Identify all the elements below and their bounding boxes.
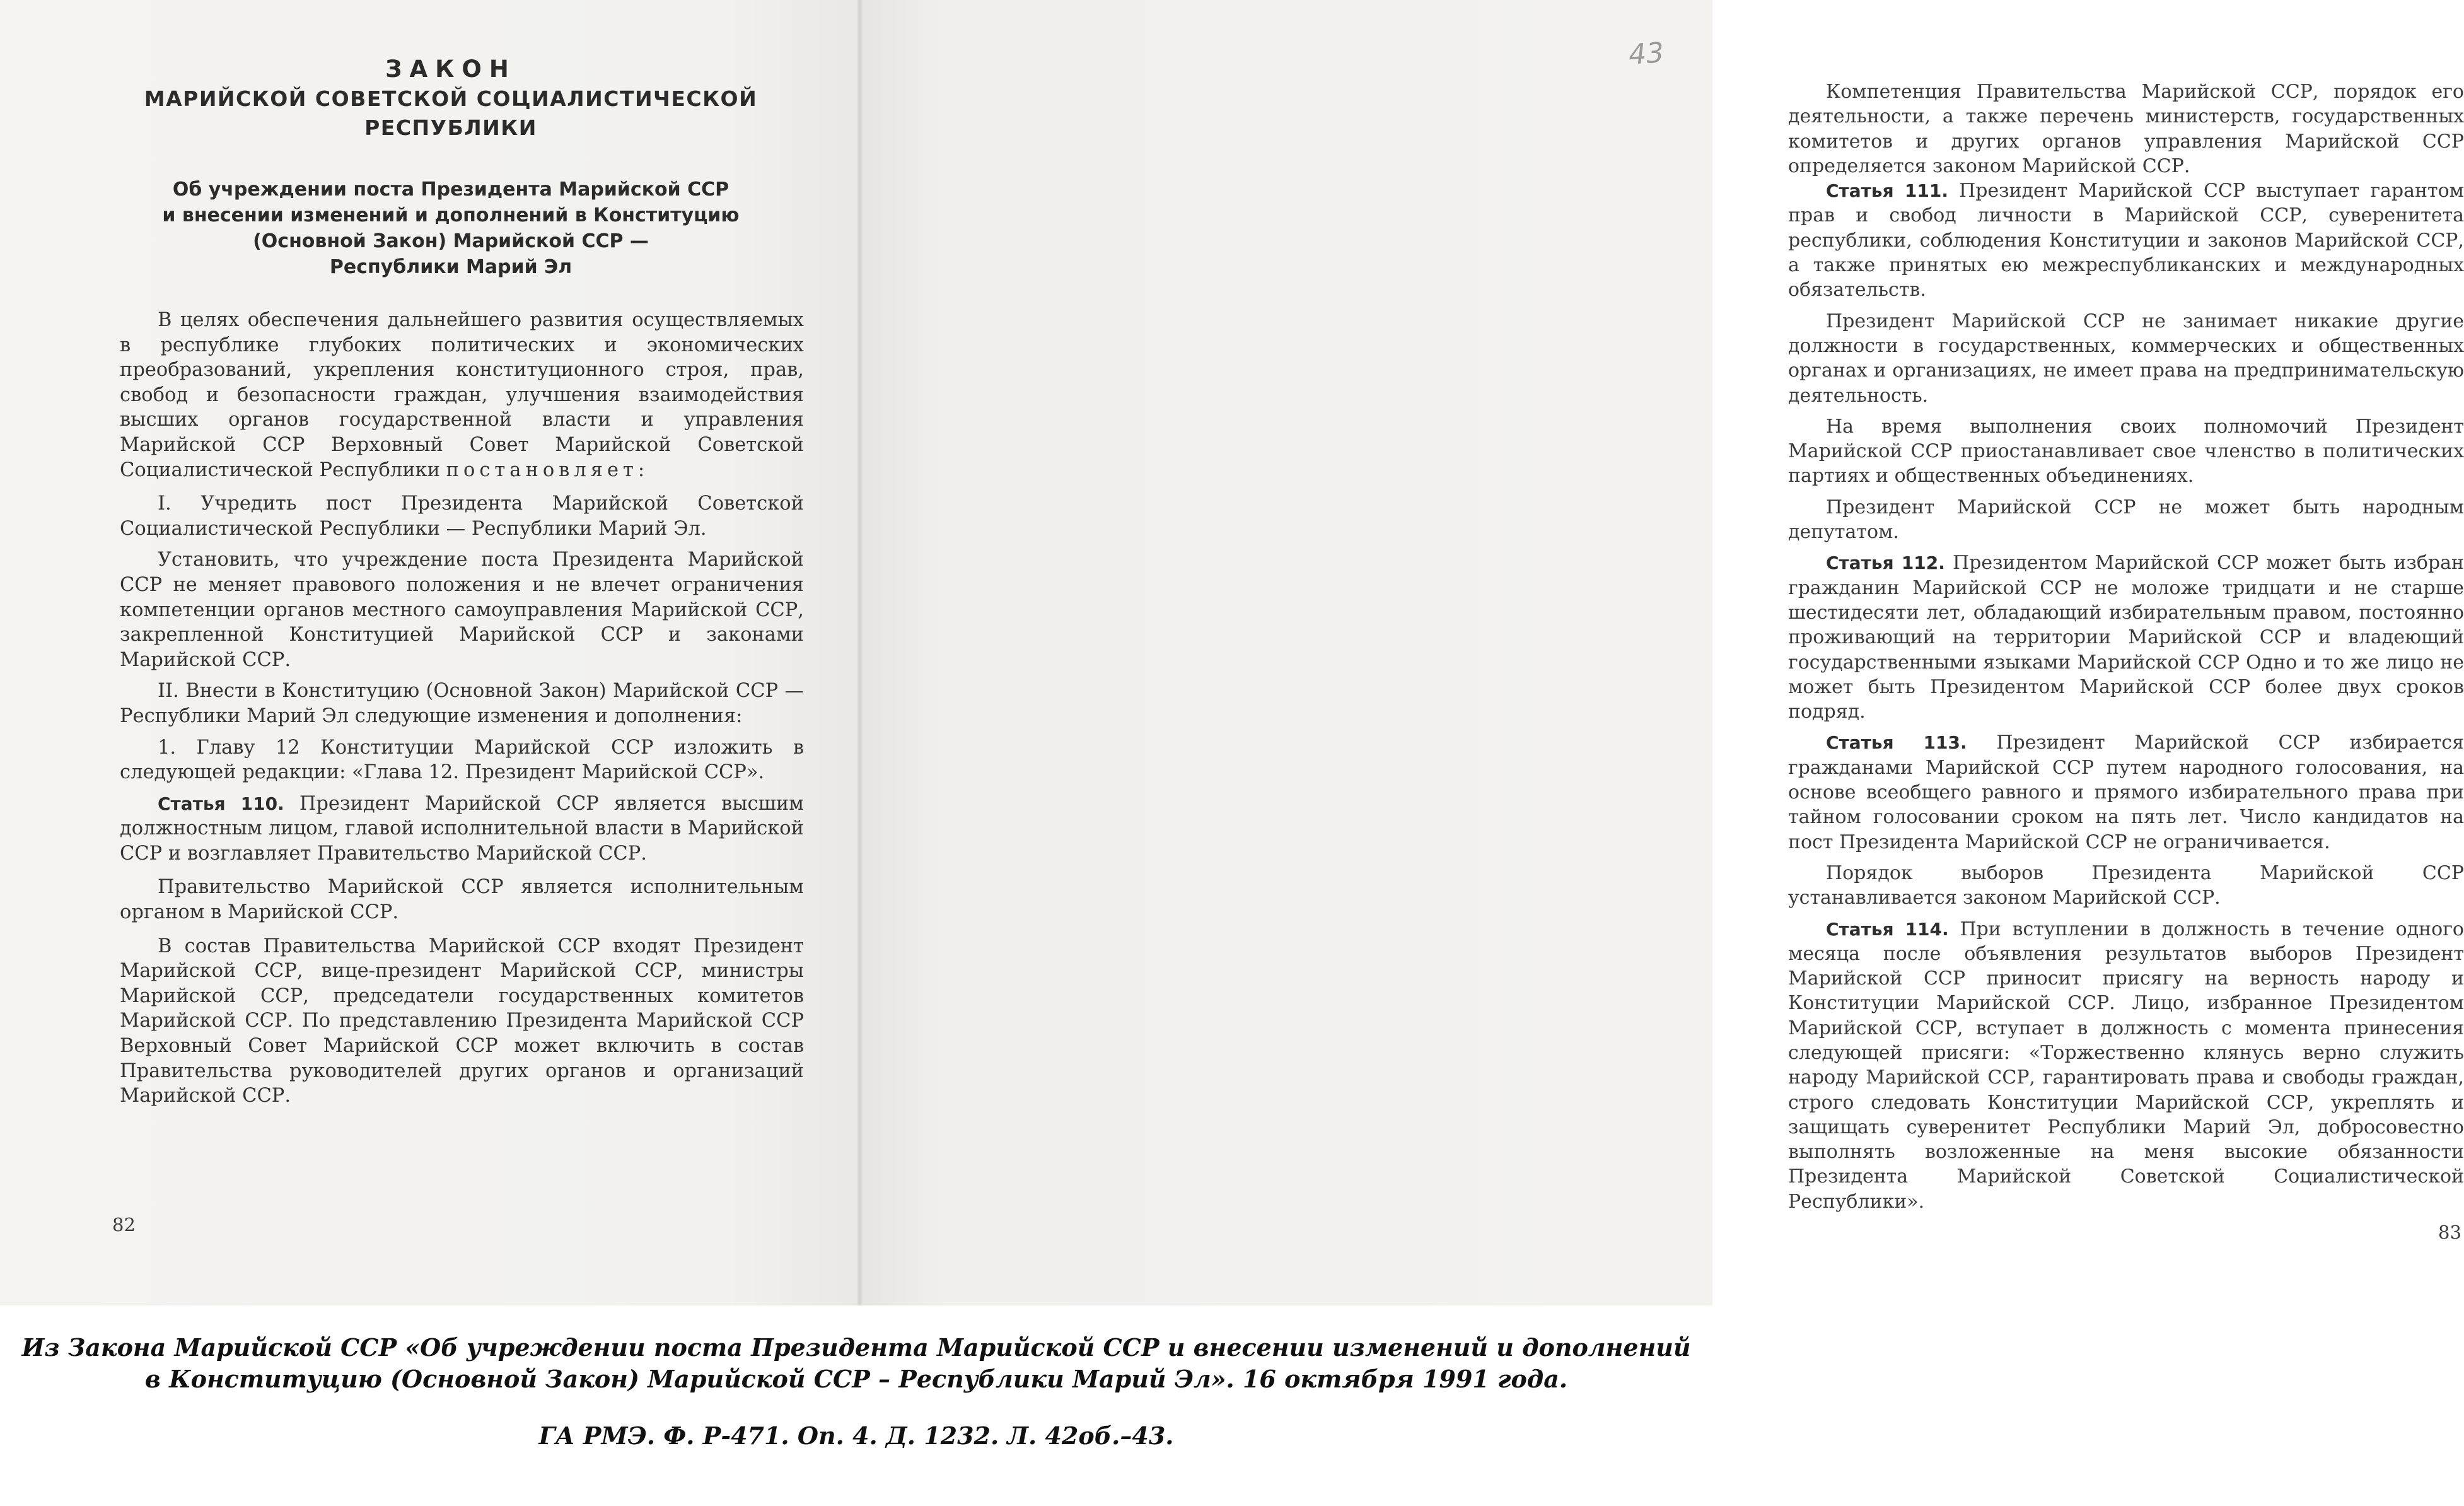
article-110-label: Статья 110. — [158, 793, 284, 814]
article-114-label: Статья 114. — [1826, 918, 1949, 940]
paragraph-election-procedure: Порядок выборов Президента Марийской ССР устанавливается законом Марийской ССР. — [1788, 861, 2464, 909]
article-112-text: Президентом Марийской ССР может быть избран гражданин Марийской ССР не моложе тридцати и не старше шестидесяти лет, обладающий избирательным правом, постоянно проживающий на территории Марийской ССР и владеющий государственными языками Марийской ССР Одно и то же лицо не может быть Президентом Марийской ССР более двух сроков подряд. — [1788, 552, 2464, 723]
left-page-body — [120, 308, 804, 1109]
article-111-label: Статья 111. — [1826, 180, 1948, 202]
right-page — [863, 0, 2464, 1305]
article-112-label: Статья 112. — [1826, 552, 1945, 574]
page-number-left: 82 — [112, 1214, 136, 1235]
document-caption — [13, 1332, 1700, 1452]
paragraph-government: Правительство Марийской ССР является исполнительным органом в Марийской ССР. — [120, 876, 804, 924]
article-113 — [1788, 730, 2464, 854]
page-number-right: 83 — [2438, 1222, 2461, 1243]
paragraph-section-1: I. Учредить пост Президента Марийской Советской Социалистической Республики — Республики Марий Эл. — [120, 493, 804, 540]
subtitle-line-1: Об учреждении поста Президента Марийской ССР — [172, 178, 729, 201]
article-113-label: Статья 113. — [1826, 732, 1967, 754]
article-112 — [1788, 551, 2464, 724]
archive-sheet-mark: 43 — [1627, 37, 1665, 71]
article-111 — [1788, 178, 2464, 302]
subtitle-line-4: Республики Марий Эл — [329, 256, 572, 278]
book-gutter — [857, 0, 863, 1305]
preamble-paragraph — [120, 308, 804, 482]
paragraph-chapter-12: 1. Главу 12 Конституции Марийской ССР изложить в следующей редакции: «Глава 12. Президент Марийской ССР». — [120, 736, 804, 784]
law-title — [101, 54, 801, 143]
paragraph-membership-suspension: На время выполнения своих полномочий Президент Марийской ССР приостанавливает свое членство в политических партиях и общественных объединениях. — [1788, 415, 2464, 487]
law-subtitle — [126, 177, 776, 280]
paragraph-no-other-posts: Президент Марийской ССР не занимает никакие другие должности в государственных, коммерческих и общественных органах и организациях, не имеет права на предпринимательскую деятельность. — [1788, 310, 2464, 407]
law-title-line-2: МАРИЙСКОЙ СОВЕТСКОЙ СОЦИАЛИСТИЧЕСКОЙ — [144, 86, 758, 111]
article-110-text: Президент Марийской ССР является высшим должностным лицом, главой исполнительной власти в Марийской ССР и возглавляет Правительство Марийской ССР. — [120, 792, 804, 865]
paragraph-government-composition: В состав Правительства Марийской ССР входят Президент Марийской ССР, вице-президент Марийской ССР, министры Марийской ССР, председатели государственных комитетов Марийской ССР. По представлению Президента Марийской ССР Верховный Совет Марийской ССР может включить в состав Правительства руководителей других органов и организаций Марийской ССР. — [120, 935, 804, 1107]
subtitle-line-2: и внесении изменений и дополнений в Конституцию — [162, 204, 740, 226]
article-114-text: При вступлении в должность в течение одного месяца после объявления результатов выборов Президент Марийской ССР приносит присягу на верность народу и Конституции Марийской ССР. Лицо, избранное Президентом Марийской ССР, вступает в должность с момента принесения следующей присяги: «Торжественно клянусь верно служить народу Марийской ССР, гарантировать права и свободы граждан, строго следовать Конституции Марийской ССР, укреплять и защищать суверенитет Республики Марий Эл, добросовестно выполнять возложенные на меня высокие обязанности Президента Марийской Советской Социалистической Республики». — [1788, 918, 2464, 1213]
article-111-text: Президент Марийской ССР выступает гарантом прав и свобод личности в Марийской ССР, суверенитета республики, соблюдения Конституции и законов Марийской ССР, а также принятых ею межреспубликанских и международных обязательств. — [1788, 180, 2464, 301]
article-110 — [120, 791, 804, 867]
law-title-line-3: РЕСПУБЛИКИ — [364, 115, 537, 140]
paragraph-section-2: II. Внести в Конституцию (Основной Закон) Марийской ССР — Республики Марий Эл следующие изменения и дополнения: — [120, 680, 804, 727]
paragraph-status: Установить, что учреждение поста Президента Марийской ССР не меняет правового положения и не влечет ограничения компетенции органов местного самоуправления Марийской ССР, закрепленной Конституцией Марийской ССР и законами Марийской ССР. — [120, 549, 804, 671]
article-113-text: Президент Марийской ССР избирается гражданами Марийской ССР путем народного голосования, на основе всеобщего равного и прямого избирательного права при тайном голосовании сроком на пять лет. Число кандидатов на пост Президента Марийской ССР не ограничивается. — [1788, 732, 2464, 853]
paragraph-not-deputy: Президент Марийской ССР не может быть народным депутатом. — [1788, 496, 2464, 544]
left-page — [0, 0, 857, 1305]
caption-archive-reference: ГА РМЭ. Ф. Р-471. Оп. 4. Д. 1232. Л. 42об.–43. — [538, 1421, 1174, 1450]
subtitle-line-3: (Основной Закон) Марийской ССР — — [253, 230, 649, 252]
paragraph-government-competence: Компетенция Правительства Марийской ССР, порядок его деятельности, а также перечень министерств, государственных комитетов и других органов управления Марийской ССР определяется законом Марийской ССР. — [1788, 81, 2464, 177]
preamble-resolves: постановляет: — [446, 458, 649, 481]
caption-title: Из Закона Марийской ССР «Об учреждении поста Президента Марийской ССР и внесении изменений и дополнений в Конституцию (Основной Закон) Марийской ССР – Республики Марий Эл». 16 октября 1991 года. — [21, 1333, 1691, 1393]
article-114 — [1788, 917, 2464, 1215]
law-title-line-1: ЗАКОН — [385, 55, 516, 83]
right-page-body — [1788, 79, 2464, 1214]
preamble-text: В целях обеспечения дальнейшего развития осуществляемых в республике глубоких политических и экономических преобразований, укрепления конституционного строя, прав, свобод и безопасности граждан, улучшения взаимодействия высших органов государственной власти и управления Марийской ССР Верховный Совет Марийской Советской Социалистической Республики — [120, 309, 804, 481]
